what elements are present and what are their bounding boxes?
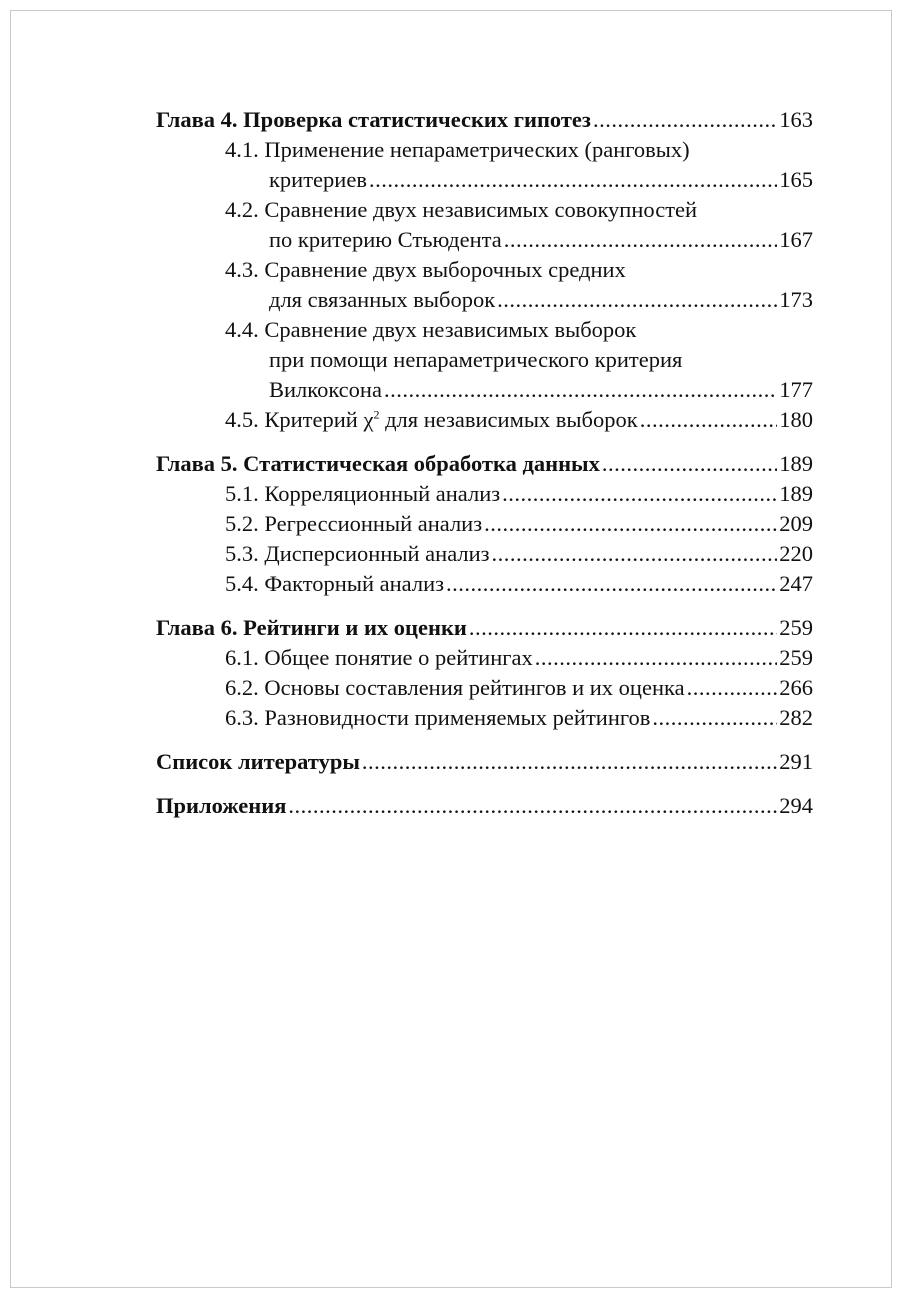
dot-leader: [593, 105, 777, 135]
toc-section-text: 6.1. Общее понятие о рейтингах: [225, 645, 533, 670]
toc-section-text: [225, 405, 638, 435]
dot-leader: [446, 569, 777, 599]
toc-section-4-1[interactable]: [156, 165, 813, 195]
toc-page-number: 189: [779, 451, 813, 476]
toc-section-text: 6.3. Разновидности применяемых рейтингов: [225, 705, 651, 730]
toc-page-number: 266: [779, 675, 813, 700]
toc-section-4-4-line2: [156, 345, 813, 375]
toc-section-text: 6.2. Основы составления рейтингов и их оценка: [225, 675, 685, 700]
toc-section-4-1-line1: [156, 135, 813, 165]
toc-section-text: 5.4. Факторный анализ: [225, 571, 445, 596]
toc-section-5-2[interactable]: [156, 509, 813, 539]
toc-section-text: 4.1. Применение непараметрических (ранговых): [225, 137, 690, 162]
dot-leader: [384, 375, 777, 405]
dot-leader: [602, 449, 777, 479]
toc-page-number: 291: [779, 749, 813, 774]
toc-section-text: для связанных выборок: [269, 287, 496, 312]
dot-leader: [492, 539, 778, 569]
toc-chapter-5[interactable]: [156, 449, 813, 479]
toc-page-number: 259: [779, 615, 813, 640]
toc-page-number: 259: [779, 645, 813, 670]
dot-leader: [687, 673, 778, 703]
dot-leader: [502, 479, 777, 509]
toc-page-number: 294: [779, 793, 813, 818]
dot-leader: [362, 747, 777, 777]
dot-leader: [288, 791, 777, 821]
dot-leader: [535, 643, 778, 673]
table-of-contents: [156, 105, 813, 821]
toc-chapter-5-title: Глава 5. Статистическая обработка данных: [156, 451, 600, 476]
toc-section-text: по критерию Стьюдента: [269, 227, 502, 252]
toc-section-text: 5.2. Регрессионный анализ: [225, 511, 483, 536]
toc-chapter-6[interactable]: [156, 613, 813, 643]
toc-chapter-4-title: Глава 4. Проверка статистических гипотез: [156, 107, 591, 132]
toc-section-text: 4.3. Сравнение двух выборочных средних: [225, 257, 626, 282]
toc-page-number: 282: [779, 705, 813, 730]
toc-page-number: 180: [779, 407, 813, 432]
toc-section-text-prefix: 4.5. Критерий χ: [225, 407, 374, 432]
superscript: 2: [373, 407, 380, 422]
toc-page-number: 177: [779, 377, 813, 402]
toc-section-5-1[interactable]: [156, 479, 813, 509]
toc-references-title: Список литературы: [156, 749, 360, 774]
toc-section-text: 4.4. Сравнение двух независимых выборок: [225, 317, 637, 342]
toc-chapter-6-title: Глава 6. Рейтинги и их оценки: [156, 615, 467, 640]
dot-leader: [369, 165, 777, 195]
toc-section-4-4[interactable]: [156, 375, 813, 405]
toc-appendix[interactable]: [156, 791, 813, 821]
toc-page-number: 167: [779, 227, 813, 252]
toc-section-4-3[interactable]: [156, 285, 813, 315]
toc-section-text: 4.2. Сравнение двух независимых совокупностей: [225, 197, 698, 222]
toc-section-6-1[interactable]: [156, 643, 813, 673]
toc-section-4-2-line1: [156, 195, 813, 225]
toc-page-number: 220: [779, 541, 813, 566]
toc-section-5-4[interactable]: [156, 569, 813, 599]
dot-leader: [652, 703, 777, 733]
dot-leader: [640, 405, 778, 435]
dot-leader: [504, 225, 778, 255]
toc-section-4-3-line1: [156, 255, 813, 285]
toc-section-text: при помощи непараметрического критерия: [269, 347, 683, 372]
toc-page-number: 189: [779, 481, 813, 506]
toc-references[interactable]: [156, 747, 813, 777]
toc-section-4-5[interactable]: [156, 405, 813, 435]
toc-page-number: 173: [779, 287, 813, 312]
toc-chapter-4[interactable]: [156, 105, 813, 135]
toc-section-text-suffix: для независимых выборок: [379, 407, 638, 432]
dot-leader: [484, 509, 777, 539]
toc-page-number: 163: [779, 107, 813, 132]
toc-page-number: 165: [779, 167, 813, 192]
toc-page-number: 209: [779, 511, 813, 536]
toc-section-6-3[interactable]: [156, 703, 813, 733]
toc-section-text: критериев: [269, 167, 367, 192]
toc-section-text: Вилкоксона: [269, 377, 382, 402]
dot-leader: [497, 285, 777, 315]
toc-section-text: 5.1. Корреляционный анализ: [225, 481, 501, 506]
document-page: [10, 10, 892, 1288]
toc-section-4-2[interactable]: [156, 225, 813, 255]
toc-section-5-3[interactable]: [156, 539, 813, 569]
toc-section-4-4-line1: [156, 315, 813, 345]
toc-appendix-title: Приложения: [156, 793, 287, 818]
toc-section-6-2[interactable]: [156, 673, 813, 703]
toc-section-text: 5.3. Дисперсионный анализ: [225, 541, 490, 566]
dot-leader: [469, 613, 777, 643]
toc-page-number: 247: [779, 571, 813, 596]
